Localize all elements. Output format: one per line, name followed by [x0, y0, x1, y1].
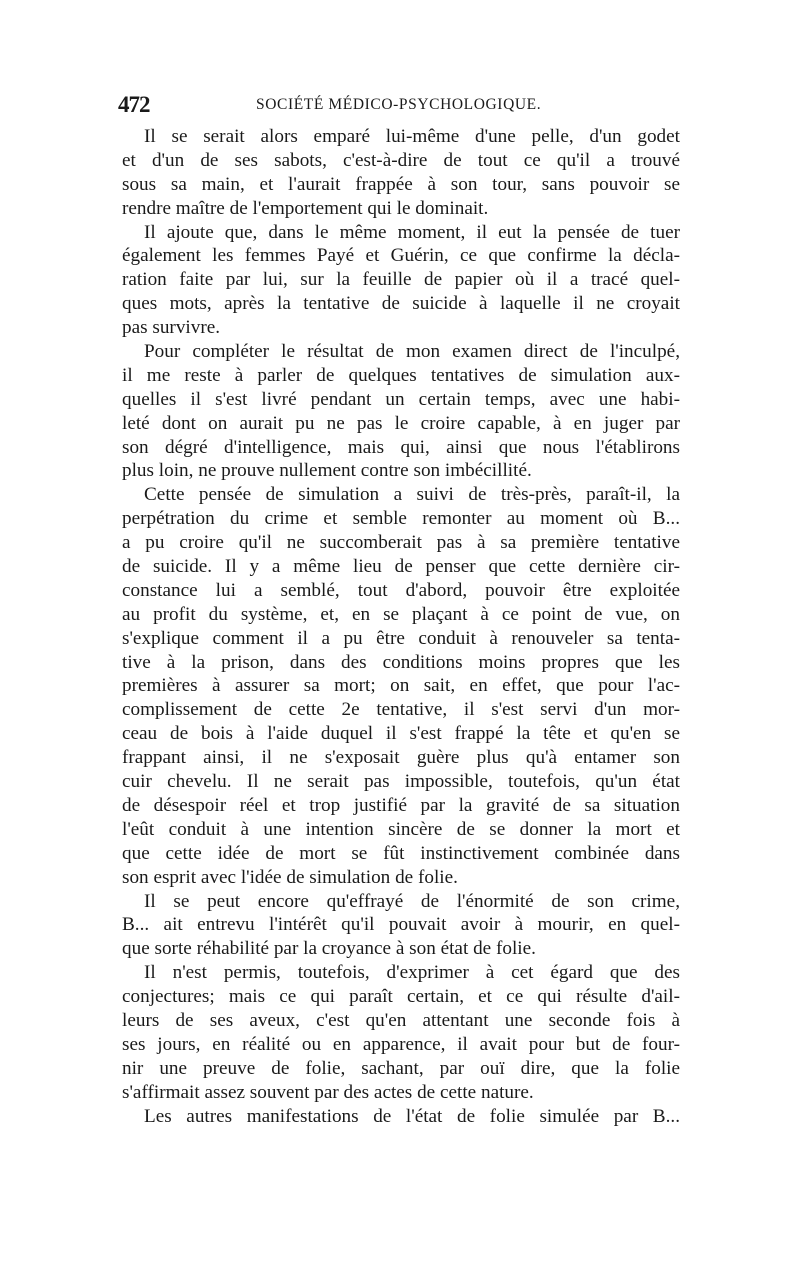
text-line: ques mots, après la tentative de suicide à laquelle il ne croyait: [122, 293, 680, 315]
text-line: cuir chevelu. Il ne serait pas impossible, toutefois, qu'un état: [122, 771, 680, 793]
text-line: de désespoir réel et trop justifié par la gravité de sa situation: [122, 794, 680, 816]
text-line: pas survivre.: [122, 317, 221, 339]
text-line: plus loin, ne prouve nullement contre son imbécillité.: [122, 460, 532, 482]
text-line: s'explique comment il a pu être conduit à renouveler sa tenta-: [122, 627, 680, 649]
text-line: premières à assurer sa mort; on sait, en effet, que pour l'ac-: [122, 675, 680, 697]
text-line: perpétration du crime et semble remonter au moment où B...: [122, 508, 680, 530]
text-line: également les femmes Payé et Guérin, ce que confirme la décla-: [122, 245, 680, 267]
running-head: SOCIÉTÉ MÉDICO-PSYCHOLOGIQUE.: [256, 96, 542, 113]
text-line: Il ajoute que, dans le même moment, il eut la pensée de tuer: [144, 221, 680, 243]
text-line: son dégré d'intelligence, mais qui, ainsi que nous l'établirons: [122, 436, 680, 458]
text-line: Il se serait alors emparé lui-même d'une pelle, d'un godet: [144, 126, 680, 147]
text-line: Les autres manifestations de l'état de folie simulée par B...: [144, 1105, 680, 1127]
text-line: au profit du système, et, en se plaçant à ce point de vue, on: [122, 603, 680, 625]
body-text: [122, 125, 680, 1128]
text-line: que cette idée de mort se fût instinctivement combinée dans: [122, 842, 680, 864]
text-line: Cette pensée de simulation a suivi de très-près, paraît-il, la: [144, 484, 680, 506]
text-line: son esprit avec l'idée de simulation de folie.: [122, 866, 458, 888]
page-header: [118, 92, 680, 122]
text-line: complissement de cette 2e tentative, il s'est servi d'un mor-: [122, 699, 680, 721]
text-line: a pu croire qu'il ne succomberait pas à sa première tentative: [122, 532, 680, 554]
text-line: que sorte réhabilité par la croyance à son état de folie.: [122, 938, 536, 960]
text-line: Il n'est permis, toutefois, d'exprimer à cet égard que des: [144, 962, 680, 984]
text-line: leté dont on aurait pu ne pas le croire capable, à en juger par: [122, 412, 680, 434]
text-line: Il se peut encore qu'effrayé de l'énormité de son crime,: [144, 890, 680, 912]
text-line: l'eût conduit à une intention sincère de se donner la mort et: [122, 818, 680, 840]
text-line: tive à la prison, dans des conditions moins propres que les: [122, 651, 680, 673]
text-line: quelles il s'est livré pendant un certain temps, avec une habi-: [122, 388, 680, 410]
text-line: ration faite par lui, sur la feuille de papier où il a tracé quel-: [122, 269, 680, 291]
text-line: Pour compléter le résultat de mon examen direct de l'inculpé,: [144, 341, 680, 363]
text-line: il me reste à parler de quelques tentatives de simulation aux-: [122, 364, 680, 386]
text-line: conjectures; mais ce qui paraît certain, et ce qui résulte d'ail-: [122, 986, 680, 1008]
text-line: nir une preuve de folie, sachant, par ouï dire, que la folie: [122, 1057, 680, 1079]
text-line: de suicide. Il y a même lieu de penser que cette dernière cir-: [122, 556, 680, 578]
text-line: ceau de bois à l'aide duquel il s'est frappé la tête et qu'en se: [122, 723, 680, 745]
text-line: B... ait entrevu l'intérêt qu'il pouvait avoir à mourir, en quel-: [122, 914, 680, 936]
text-line: sous sa main, et l'aurait frappée à son tour, sans pouvoir se: [122, 173, 680, 195]
text-line: rendre maître de l'emportement qui le dominait.: [122, 197, 489, 219]
text-line: s'affirmait assez souvent par des actes de cette nature.: [122, 1081, 534, 1103]
page-number: 472: [118, 92, 150, 117]
text-line: ses jours, en réalité ou en apparence, il avait pour but de four-: [122, 1033, 680, 1055]
text-line: constance lui a semblé, tout d'abord, pouvoir être exploitée: [122, 579, 680, 601]
text-line: et d'un de ses sabots, c'est-à-dire de tout ce qu'il a trouvé: [122, 149, 680, 171]
text-line: leurs de ses aveux, c'est qu'en attentant une seconde fois à: [122, 1009, 680, 1031]
text-line: frappant ainsi, il ne s'exposait guère plus qu'à entamer son: [122, 747, 680, 769]
